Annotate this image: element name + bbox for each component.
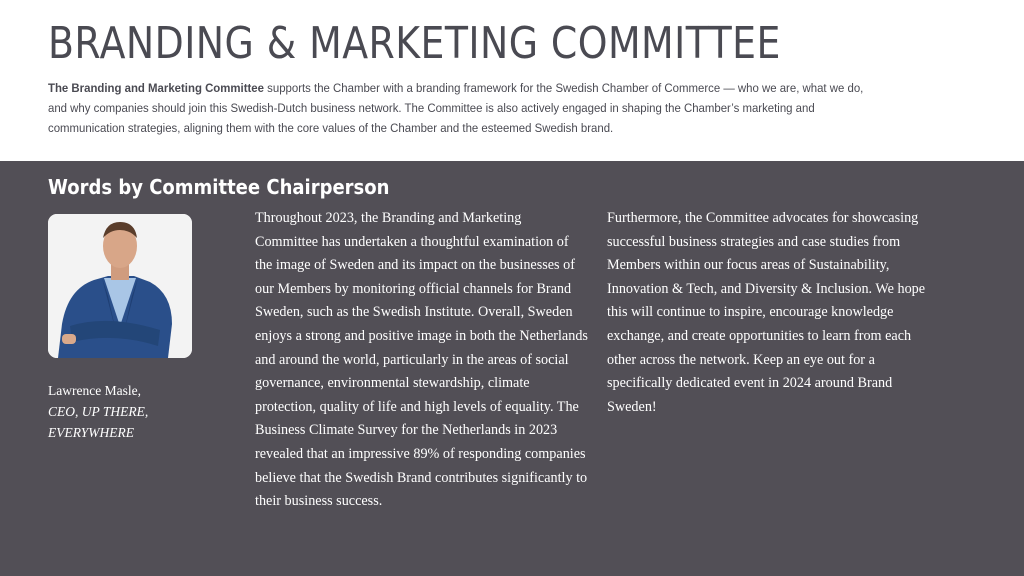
- text-line: Innovation & Tech, and Diversity & Inclusion. We hope: [607, 280, 926, 297]
- text-line: the image of Sweden and its impact on the businesses of: [255, 257, 575, 274]
- text-line: enjoys a strong and positive image in both the Netherlands: [255, 327, 588, 344]
- text-column-1: [255, 207, 595, 514]
- header-area: [0, 0, 1024, 161]
- text-line: exchange, and create opportunities to learn from each: [607, 327, 912, 344]
- text-line: this will continue to inspire, encourage knowledge: [607, 304, 894, 321]
- intro-text: supports the Chamber with a branding framework for the Swedish Chamber of Commerce — who we are, what we do, and why companies should join this Swedish-Dutch business network. The Committee is also actively engaged in shaping the Chamber’s marketing and communication strategies, aligning them with the core values of the Chamber and the esteemed Swedish brand.: [48, 81, 864, 135]
- text-line: successful business strategies and case studies from: [607, 233, 901, 250]
- text-line: and around the world, particularly in the areas of social: [255, 351, 569, 368]
- text-line: protection, quality of life and high levels of equality. The: [255, 398, 579, 415]
- chairperson-role-line1: CEO, UP THERE,: [48, 404, 149, 419]
- text-line: Members within our focus areas of Sustainability,: [607, 257, 890, 274]
- section-title: Words by Committee Chairperson: [48, 175, 390, 199]
- text-line: Throughout 2023, the Branding and Marketing: [255, 210, 522, 226]
- text-line: their business success.: [255, 493, 383, 510]
- text-line: Furthermore, the Committee advocates for showcasing: [607, 210, 919, 226]
- intro-paragraph: [48, 78, 876, 138]
- text-line: believe that the Swedish Brand contributes significantly to: [255, 469, 588, 486]
- text-line: specifically dedicated event in 2024 around Brand: [607, 375, 893, 392]
- chair-paragraph-1: [255, 207, 595, 514]
- text-line: Business Climate Survey for the Netherlands in 2023: [255, 422, 558, 439]
- chairperson-caption: [48, 380, 218, 443]
- chairperson-photo: [48, 214, 192, 358]
- text-line: other across the network. Keep an eye out for a: [607, 351, 875, 368]
- text-line: governance, environmental stewardship, climate: [255, 375, 530, 392]
- intro-bold-lead: The Branding and Marketing Committee: [48, 81, 264, 95]
- text-line: revealed that an impressive 89% of responding companies: [255, 445, 586, 462]
- text-line: our Members by monitoring official channels for Brand: [255, 280, 572, 297]
- text-line: Committee has undertaken a thoughtful examination of: [255, 233, 569, 250]
- chairperson-role-line2: EVERYWHERE: [48, 425, 134, 440]
- chair-paragraph-2: [607, 207, 947, 419]
- text-column-2: [607, 207, 947, 419]
- page-title: BRANDING & MARKETING COMMITTEE: [48, 18, 781, 69]
- text-line: Sweden!: [607, 398, 657, 415]
- chairperson-name: Lawrence Masle,: [48, 383, 141, 398]
- text-line: Sweden, such as the Swedish Institute. Overall, Sweden: [255, 304, 573, 321]
